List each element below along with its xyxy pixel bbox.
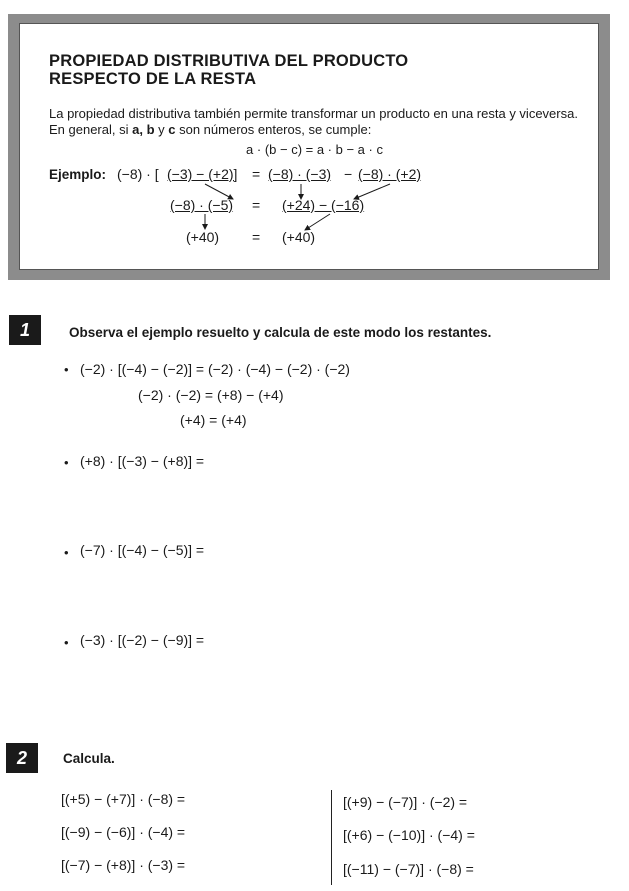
exercise-2-instruction: Calcula. — [63, 751, 115, 766]
bullet-icon: • — [64, 635, 69, 650]
example-row3-eq: = — [252, 229, 261, 245]
ex1-item: (−7) · [(−4) − (−5)] = — [80, 542, 205, 558]
ex1-solved-line1: (−2) · [(−4) − (−2)] = (−2) · (−4) − (−2) · (−2) — [80, 361, 350, 377]
arrow-bracket-to-left — [205, 184, 233, 199]
intro-var-c: c — [168, 122, 176, 137]
ex2-left-item: [(−9) − (−6)] · (−4) = — [61, 824, 186, 840]
ex2-right-item: [(−11) − (−7)] · (−8) = — [343, 861, 474, 877]
example-row1-eq: = — [252, 166, 261, 182]
example-row2-right: (+24) − (−16) — [282, 197, 365, 213]
bullet-icon: • — [64, 545, 69, 560]
ex1-item: (−3) · [(−2) − (−9)] = — [80, 632, 205, 648]
ex2-right-item: [(+9) − (−7)] · (−2) = — [343, 794, 468, 810]
example-row1-minus: − — [344, 166, 353, 182]
ex1-solved-line2: (−2) · (−2) = (+8) − (+4) — [138, 387, 284, 403]
example-row1-bracket: (−3) − (+2)] — [167, 166, 238, 182]
box-title-line2: RESPECTO DE LA RESTA — [49, 70, 257, 88]
exercise-1-instruction: Observa el ejemplo resuelto y calcula de este modo los restantes. — [69, 325, 492, 340]
bullet-icon: • — [64, 362, 69, 377]
column-divider — [331, 790, 332, 885]
exercise-2-number: 2 — [6, 743, 38, 773]
example-row3-left: (+40) — [186, 229, 220, 245]
ex2-left-item: [(+5) − (+7)] · (−8) = — [61, 791, 186, 807]
example-label: Ejemplo: — [49, 167, 107, 182]
intro-y: y — [154, 122, 169, 137]
intro-prefix: La propiedad distributiva también permite transformar un producto en una resta y viceversa. En general, si — [49, 106, 578, 137]
example-row2-eq: = — [252, 197, 261, 213]
arrow-product2-diag — [354, 184, 390, 199]
example-row1-product2: (−8) · (+2) — [358, 166, 422, 182]
bullet-icon: • — [64, 455, 69, 470]
exercise-1-number: 1 — [9, 315, 41, 345]
intro-var-b: b — [146, 122, 155, 137]
intro-suffix: son números enteros, se cumple: — [175, 122, 372, 137]
example-row2-left: (−8) · (−5) — [170, 197, 234, 213]
example-row1-product1: (−8) · (−3) — [268, 166, 332, 182]
box-title-line1: PROPIEDAD DISTRIBUTIVA DEL PRODUCTO — [49, 52, 409, 70]
arrow-right-diag — [305, 214, 330, 230]
ex2-right-item: [(+6) − (−10)] · (−4) = — [343, 827, 475, 843]
ex1-solved-line3: (+4) = (+4) — [180, 412, 247, 428]
ex2-left-item: [(−7) − (+8)] · (−3) = — [61, 857, 186, 873]
example-row1-prefix: (−8) · [ — [117, 166, 159, 182]
ex1-item: (+8) · [(−3) − (+8)] = — [80, 453, 205, 469]
example-row3-right: (+40) — [282, 229, 316, 245]
distributive-rule: a · (b − c) = a · b − a · c — [246, 142, 383, 157]
intro-var-a: a, — [132, 122, 147, 137]
